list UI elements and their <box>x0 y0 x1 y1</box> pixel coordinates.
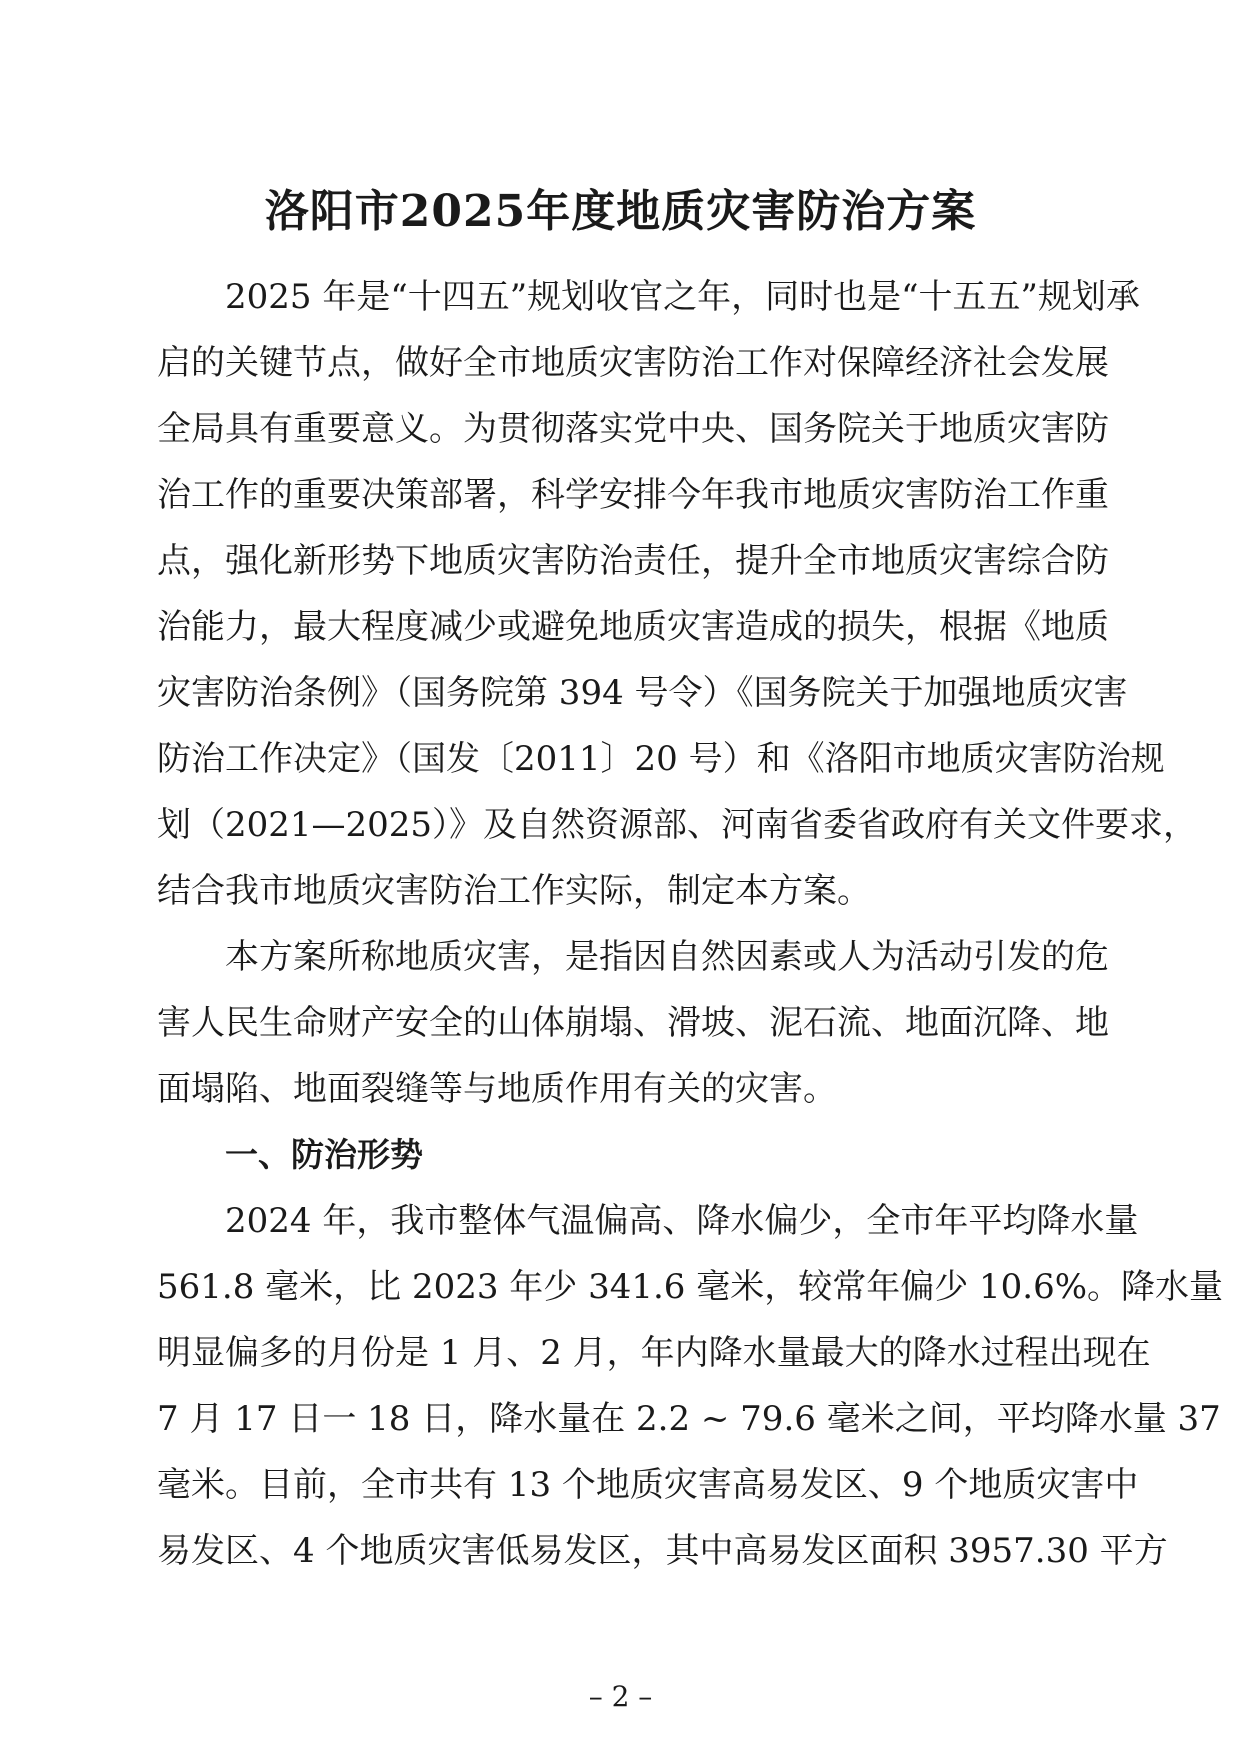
page-number: – 2 – <box>588 1680 653 1713</box>
paragraph-3-line-3: 明显偏多的月份是 1 月、2 月，年内降水量最大的降水过程出现在 <box>157 1333 1151 1373</box>
paragraph-1-line-4: 治工作的重要决策部署，科学安排今年我市地质灾害防治工作重 <box>157 475 1109 515</box>
document-title: 洛阳市2025年度地质灾害防治方案 <box>264 186 977 237</box>
paragraph-1-line-9: 划（2021—2025）》及自然资源部、河南省委省政府有关文件要求， <box>157 805 1198 845</box>
paragraph-3-line-1: 2024 年，我市整体气温偏高、降水偏少，全市年平均降水量 <box>225 1201 1139 1241</box>
paragraph-3-line-4: 7 月 17 日一 18 日，降水量在 2.2 ~ 79.6 毫米之间，平均降水量 37 <box>157 1399 1221 1439</box>
section-1-heading: 一、防治形势 <box>225 1135 423 1174</box>
paragraph-1-line-5: 点，强化新形势下地质灾害防治责任，提升全市地质灾害综合防 <box>157 541 1109 581</box>
paragraph-3-line-5: 毫米。目前，全市共有 13 个地质灾害高易发区、9 个地质灾害中 <box>157 1465 1139 1505</box>
paragraph-2-line-3: 面塌陷、地面裂缝等与地质作用有关的灾害。 <box>157 1069 837 1109</box>
paragraph-3-line-2: 561.8 毫米，比 2023 年少 341.6 毫米，较常年偏少 10.6%。降水量 <box>157 1267 1224 1307</box>
paragraph-1-line-8: 防治工作决定》（国发〔2011〕20 号）和《洛阳市地质灾害防治规 <box>157 739 1165 779</box>
paragraph-1-line-6: 治能力，最大程度减少或避免地质灾害造成的损失，根据《地质 <box>157 607 1109 647</box>
paragraph-1-line-3: 全局具有重要意义。为贯彻落实党中央、国务院关于地质灾害防 <box>157 409 1109 449</box>
paragraph-1-line-2: 启的关键节点，做好全市地质灾害防治工作对保障经济社会发展 <box>157 343 1109 383</box>
paragraph-2-line-2: 害人民生命财产安全的山体崩塌、滑坡、泥石流、地面沉降、地 <box>157 1003 1109 1043</box>
paragraph-1-line-7: 灾害防治条例》（国务院第 394 号令）《国务院关于加强地质灾害 <box>157 673 1128 713</box>
paragraph-2-line-1: 本方案所称地质灾害，是指因自然因素或人为活动引发的危 <box>225 937 1109 977</box>
paragraph-1-line-10: 结合我市地质灾害防治工作实际，制定本方案。 <box>157 871 871 911</box>
paragraph-3-line-6: 易发区、4 个地质灾害低易发区，其中高易发区面积 3957.30 平方 <box>157 1531 1168 1571</box>
paragraph-1-line-1: 2025 年是“十四五”规划收官之年，同时也是“十五五”规划承 <box>225 277 1140 317</box>
